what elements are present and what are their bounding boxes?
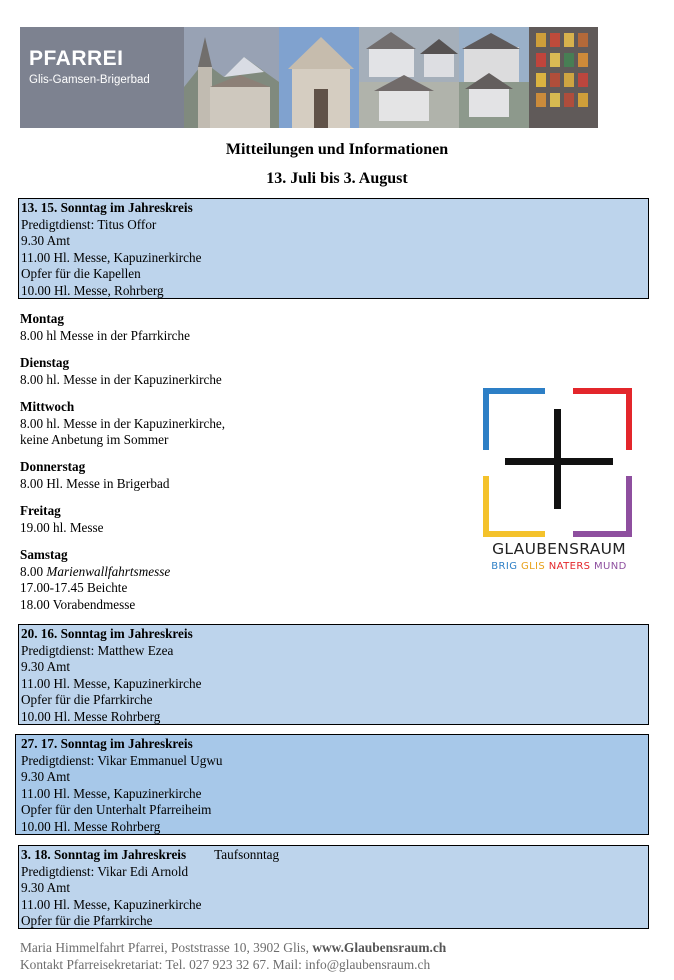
box-line: Predigtdienst: Titus Offor [21, 216, 157, 232]
weekday-line: 18.00 Vorabendmesse [20, 596, 136, 612]
sunday-title-row [21, 847, 648, 864]
box-line: Predigtdienst: Vikar Edi Arnold [21, 863, 189, 879]
box-line: Predigtdienst: Matthew Ezea [21, 642, 174, 658]
footer-contact: Kontakt Pfarreisekretariat: Tel. 027 923 32 67. Mail: info@glaubensraum.ch [20, 956, 431, 972]
weekday-tuesday [20, 355, 222, 388]
headline-title: Mitteilungen und Informationen [225, 141, 449, 158]
website-link[interactable]: www.Glaubensraum.ch [312, 940, 447, 955]
place-naters: NATERS [548, 561, 591, 572]
weekday-name: Donnerstag [20, 459, 86, 474]
sunday-box-3 [15, 734, 649, 835]
weekday-line: 19.00 hl. Messe [20, 519, 104, 535]
box-line: Opfer für die Kapellen [21, 266, 141, 282]
sunday-title: 27. 17. Sonntag im Jahreskreis [21, 736, 193, 751]
weekday-saturday [20, 547, 170, 613]
weekday-name: Mittwoch [20, 399, 75, 414]
sunday-title: 3. 18. Sonntag im Jahreskreis [21, 847, 187, 862]
time: 8.00 [20, 563, 44, 579]
box-line: Opfer für den Unterhalt Pfarreiheim [21, 802, 212, 818]
box-line: 9.30 Amt [21, 659, 71, 675]
box-line: 10.00 Hl. Messe Rohrberg [21, 818, 161, 834]
sunday-title: 20. 16. Sonntag im Jahreskreis [21, 626, 193, 641]
box-line: 11.00 Hl. Messe, Kapuzinerkirche [21, 249, 202, 265]
cross-frame-icon [483, 388, 635, 538]
place-glis: GLIS [520, 561, 546, 572]
church-photo-collage [184, 27, 598, 128]
place-brig: BRIG [491, 561, 518, 572]
weekday-monday [20, 311, 190, 344]
box-line: 10.00 Hl. Messe, Rohrberg [21, 282, 164, 298]
weekday-line: keine Anbetung im Sommer [20, 432, 169, 448]
weekday-name: Montag [20, 311, 64, 326]
weekday-friday [20, 503, 104, 536]
box-line: 9.30 Amt [21, 880, 71, 896]
parish-brand [20, 27, 184, 128]
footer-address [20, 940, 446, 957]
logo-wordmark: GLAUBENSRAUM [492, 540, 626, 558]
box-line: 11.00 Hl. Messe, Kapuzinerkirche [21, 675, 202, 691]
weekday-thursday [20, 459, 169, 492]
sunday-box-2 [18, 624, 649, 725]
box-line: 9.30 Amt [21, 769, 71, 785]
glaubensraum-logo [483, 388, 635, 578]
weekday-line: 8.00 hl Messe in der Pfarrkirche [20, 327, 190, 343]
weekday-line [20, 564, 170, 581]
weekday-name: Freitag [20, 503, 61, 518]
box-line: Opfer für die Pfarrkirche [21, 913, 153, 929]
box-line: 11.00 Hl. Messe, Kapuzinerkirche [21, 896, 202, 912]
weekday-line: 8.00 hl. Messe in der Kapuzinerkirche [20, 371, 222, 387]
footer-address-text: Maria Himmelfahrt Pfarrei, Poststrasse 10, 3902 Glis, [20, 940, 313, 955]
footer [20, 940, 446, 973]
weekday-line: 17.00-17.45 Beichte [20, 580, 128, 596]
logo-places [483, 561, 635, 572]
box-line: Predigtdienst: Vikar Emmanuel Ugwu [21, 752, 223, 768]
sunday-box-1 [18, 198, 649, 299]
sunday-box-4 [18, 845, 649, 929]
box-line: 9.30 Amt [21, 233, 71, 249]
brand-subtitle: Glis-Gamsen-Brigerbad [29, 74, 150, 86]
headline-date-range: 13. Juli bis 3. August [266, 170, 408, 187]
weekday-name: Dienstag [20, 355, 70, 370]
baptism-sunday-note: Taufsonntag [214, 847, 280, 862]
weekday-name: Samstag [20, 547, 68, 562]
box-line: 10.00 Hl. Messe Rohrberg [21, 708, 161, 724]
sunday-title: 13. 15. Sonntag im Jahreskreis [21, 200, 193, 215]
weekday-line: 8.00 Hl. Messe in Brigerbad [20, 475, 170, 491]
weekday-wednesday [20, 399, 225, 449]
box-line: Opfer für die Pfarrkirche [21, 692, 153, 708]
weekday-line: 8.00 hl. Messe in der Kapuzinerkirche, [20, 415, 226, 431]
pilgrimage-mass: Marienwallfahrtsmesse [46, 563, 171, 579]
header-banner [20, 27, 598, 128]
box-line: 11.00 Hl. Messe, Kapuzinerkirche [21, 785, 202, 801]
brand-title: PFARREI [29, 47, 124, 70]
place-mund: MUND [594, 561, 627, 572]
